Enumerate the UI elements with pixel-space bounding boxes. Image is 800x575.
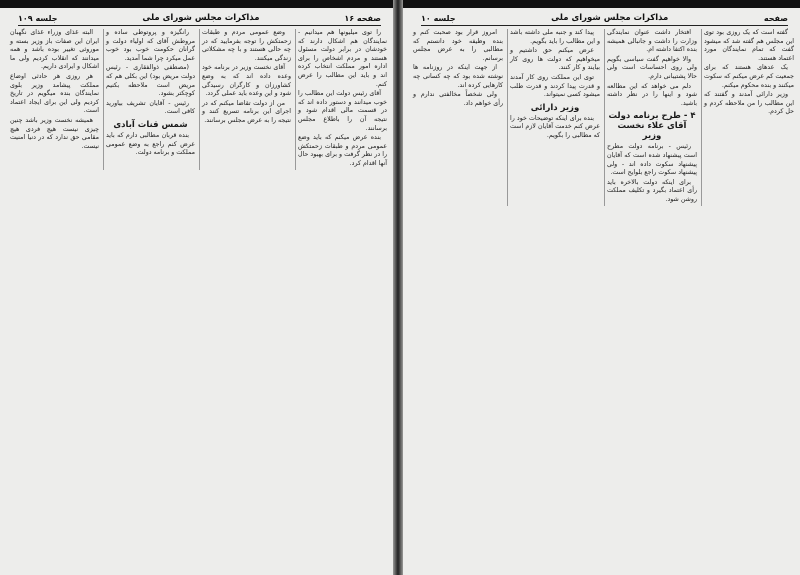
paragraph: رئیس - برنامه دولت مطرح است پیشنهاد شده است که آقایان پیشنهاد سکوت داده اند - ولی پیشنهاد سکوت راجع بلوایح است. xyxy=(607,143,697,177)
paragraph: عرض میکنم حق داشتیم و میخواهیم که دولت ها روی کار بیایند و کار کنند. xyxy=(510,47,600,72)
text-column xyxy=(103,29,195,170)
section-heading: ۴ - طرح برنامه دولت آقای علاء نخست وزیر xyxy=(608,111,696,142)
page-number: صفحه ۱۶ xyxy=(344,13,381,23)
session-number: جلسه ۱۰ xyxy=(421,13,456,23)
text-column xyxy=(295,29,387,170)
paragraph: همیشه نخست وزیر باشد چنین چیزی نیست هیچ فردی هیچ مقامی حق ندارد که در دنیا امنیت نیست. xyxy=(10,116,99,150)
running-title: مذاکرات مجلس شورای ملی xyxy=(142,13,260,23)
book-gutter xyxy=(393,0,403,575)
paragraph: ولی شخصاً مخالفتی ندارم و رأی خواهم داد. xyxy=(413,91,503,107)
paragraph: از جهت اینکه در روزنامه ها نوشته شده بود که چه کسانی چه کارهایی کرده اند. xyxy=(413,64,503,89)
paragraph: وزیر دارائی آمدند و گفتند که این مطالب را من ملاحظه کردم و حل کردم. xyxy=(704,91,794,116)
paragraph: توی این مملکت روی کار آمدند و قدرت پیدا کردند و قدرت طلب میشود کسی نمیتواند. xyxy=(510,73,600,99)
paragraph: دلم می خواهد که این مطالعه شود و اینها را در نظر داشته باشید. xyxy=(607,82,697,107)
paragraph: پیدا کند و جنبه ملی داشته باشد و این مطالب را باید بگویم. xyxy=(510,29,600,45)
text-column xyxy=(199,29,291,170)
page-header xyxy=(421,11,788,26)
paragraph: رانگیزه و پروتوطی ساده و مروطش آقای که اولیاء دولت و گرانان حکومت خوب بود خوب عمل میکرد چرا شما آمدید. xyxy=(106,29,195,62)
paragraph: وضع عمومی مردم و طبقات زحمتکش را توجه بفرمایید که در چه حالی هستند و با چه مشکلاتی زندگی میکنند. xyxy=(202,29,291,62)
text-column xyxy=(701,29,794,206)
text-column xyxy=(507,29,600,206)
paragraph: من از دولت تقاضا میکنم که در اجرای این برنامه تسریع کنند و نتیجه را به عرض مجلس برسانند. xyxy=(202,99,291,124)
paragraph: امروز قرار بود صحبت کنم و بنده وظیفه خود دانستم که مطالبی را به عرض مجلس برسانم. xyxy=(413,29,503,62)
page-header xyxy=(18,11,381,26)
session-number: جلسه ۱۰۹ xyxy=(18,13,58,23)
paragraph: آقای رئیس دولت این مطالب را خوب میدانند و دستور داده اند که در قسمت مالی اقدام شود و نتیجه آن را باطلاع مجلس برسانند. xyxy=(298,90,387,132)
paragraph: رئیس - آقایان تشریف بیاورید کافی است. xyxy=(106,99,195,116)
paragraph: بنده قربان مطالبی دارم که باید عرض کنم راجع به وضع عمومی مملکت و برنامه دولت. xyxy=(106,131,195,157)
text-columns xyxy=(8,29,387,170)
paragraph: آقای نخست وزیر در برنامه خود وعده داده اند که به وضع کشاورزان و کارگران رسیدگی شود و این وعده باید عملی گردد. xyxy=(202,64,291,98)
paragraph: افتخار داشت عنوان نمایندگی وزارت را داشت و جانبالی همیشه بنده اکتفا داشته ام. xyxy=(607,29,697,54)
right-page xyxy=(403,8,800,575)
paragraph: بنده عرض میکنم که باید وضع عمومی مردم و طبقات زحمتکش را در نظر گرفت و برای بهبود حال آنها اقدام کرد. xyxy=(298,134,387,167)
paragraph: (مصطفی ذوالفقاری - رئیس دولت مریض بود) این بکلی هم که مریض است ملاحظه بکنیم کوچکتر بشود. xyxy=(106,64,195,98)
running-title: مذاکرات مجلس شورای ملی xyxy=(551,13,669,23)
text-columns xyxy=(411,29,794,206)
paragraph: گفته است که یک روزی بود توی این مجلس هم گفته شد که میشود گفت که تمام نمایندگان مورد اعتماد هستند. xyxy=(704,29,794,62)
paragraph: برای اینکه دولت بالاخره باید رأی اعتماد بگیرد و تکلیف مملکت روشن شود. xyxy=(607,178,697,203)
text-column xyxy=(604,29,697,206)
paragraph: را توی میلیونها هم میدانیم - نمایندگان هم اشکال دارند که خودشان در برابر دولت مسئول هستند و مردم اشخاص را برای اداره امور مملکت انتخاب کرده اند و باید این مطالب را عرض کنم. xyxy=(298,29,387,88)
section-heading: شمس قنات آبادی xyxy=(113,119,188,130)
paragraph: بنده برای اینکه توضیحات خود را عرض کنم خدمت آقایان لازم است که مطالبی را بگویم. xyxy=(510,114,600,139)
text-column xyxy=(411,29,503,206)
left-page xyxy=(0,8,393,575)
paragraph: هر روزی هر حادثی اوضاع مملکت پیشامد وزیر بلوی نمایندگان بنده میگویم در تاریخ کردیم ولی این برای ایجاد اعتماد است. xyxy=(10,72,99,115)
section-heading: وزیر دارائی xyxy=(530,102,580,113)
paragraph: البته غذای وزراء غذای نگهبان ایران این صفات باز وزیر بسته و موروثی تغییر بوده باشد و همه میدانند که انقلاب کردیم ولی ما اشکال و ایرادی داریم. xyxy=(10,29,99,71)
paragraph: والا خواهیم گفت سیاسی بگویم ولی روی احساسات است ولی حالا پشتیبانی دارم. xyxy=(607,55,697,80)
page-number: صفحه xyxy=(763,13,788,23)
paragraph: یک عدهای هستند که برای جمعیت کم عرض میکنم که سکوت میکنند و بنده محکوم میکنم. xyxy=(704,64,794,89)
text-column xyxy=(8,29,99,170)
